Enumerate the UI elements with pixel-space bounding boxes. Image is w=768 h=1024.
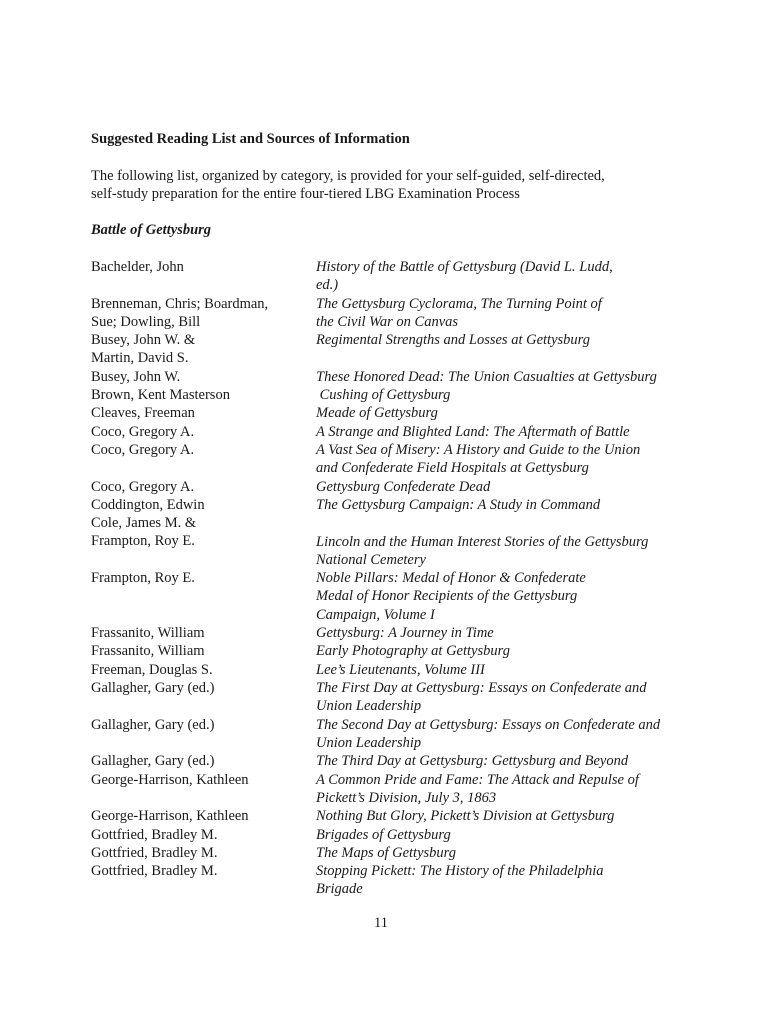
- title-line: Lincoln and the Human Interest Stories of the Gettysburg: [316, 534, 649, 550]
- entry-title: [316, 862, 696, 899]
- entry-title: [316, 368, 696, 386]
- entry-title: [316, 624, 696, 642]
- author-line: Gottfried, Bradley M.: [91, 827, 218, 843]
- title-line: Medal of Honor Recipients of the Gettysburg: [316, 588, 578, 605]
- title-line: Meade of Gettysburg: [316, 405, 438, 421]
- page-number: 11: [374, 915, 388, 931]
- author-line: Coco, Gregory A.: [91, 424, 195, 440]
- title-line: and Confederate Field Hospitals at Gettysburg: [316, 460, 589, 477]
- entry-author: [91, 826, 301, 844]
- author-line: Frassanito, William: [91, 625, 205, 641]
- entry-title: [316, 844, 696, 862]
- entry-title: [316, 679, 696, 716]
- title-line: Cushing of Gettysburg: [316, 387, 451, 403]
- entry-author: [91, 331, 301, 368]
- entry-title: [316, 752, 696, 770]
- entry-author: [91, 423, 301, 441]
- entry-author: [91, 752, 301, 770]
- author-line: Gallagher, Gary (ed.): [91, 717, 215, 733]
- entry-author: [91, 258, 301, 276]
- section-heading: Battle of Gettysburg: [91, 222, 212, 238]
- author-line: Brown, Kent Masterson: [91, 387, 230, 403]
- entry-author: [91, 862, 301, 880]
- title-line: National Cemetery: [316, 552, 426, 569]
- title-line: Early Photography at Gettysburg: [316, 643, 510, 659]
- entry-title: [316, 716, 696, 753]
- author-line: Sue; Dowling, Bill: [91, 314, 201, 331]
- entry-author: [91, 514, 301, 551]
- title-line: A Vast Sea of Misery: A History and Guide to the Union: [316, 442, 641, 458]
- author-line: Frampton, Roy E.: [91, 570, 195, 586]
- title-line: Union Leadership: [316, 698, 422, 715]
- title-line: ed.): [316, 277, 339, 294]
- title-line: The Third Day at Gettysburg: Gettysburg and Beyond: [316, 753, 629, 769]
- title-line: the Civil War on Canvas: [316, 314, 459, 331]
- author-line: Frassanito, William: [91, 643, 205, 659]
- entry-author: [91, 844, 301, 862]
- title-line: A Strange and Blighted Land: The Aftermath of Battle: [316, 424, 630, 440]
- author-line: Cleaves, Freeman: [91, 405, 195, 421]
- author-line: Coddington, Edwin: [91, 497, 205, 513]
- entry-title: [316, 258, 696, 295]
- title-line: History of the Battle of Gettysburg (David L. Ludd,: [316, 259, 613, 275]
- entry-title: [316, 642, 696, 660]
- author-line: Busey, John W. &: [91, 332, 196, 348]
- entry-author: [91, 386, 301, 404]
- entry-title: [316, 295, 696, 332]
- entry-author: [91, 642, 301, 660]
- author-line: Gallagher, Gary (ed.): [91, 753, 215, 769]
- intro-line: The following list, organized by category, is provided for your self-guided, self-directed,: [91, 168, 605, 184]
- entry-author: [91, 441, 301, 459]
- title-line: Noble Pillars: Medal of Honor & Confederate: [316, 570, 586, 586]
- author-line: Martin, David S.: [91, 350, 189, 367]
- entry-title: [316, 496, 696, 514]
- title-line: The First Day at Gettysburg: Essays on Confederate and: [316, 680, 647, 696]
- entry-author: [91, 716, 301, 734]
- title-line: Regimental Strengths and Losses at Gettysburg: [316, 332, 591, 348]
- entry-author: [91, 496, 301, 514]
- title-line: Stopping Pickett: The History of the Philadelphia: [316, 863, 604, 879]
- entry-author: [91, 295, 301, 332]
- title-line: Gettysburg: A Journey in Time: [316, 625, 494, 641]
- entry-title: [316, 386, 696, 404]
- entry-title: [316, 569, 696, 624]
- title-line: A Common Pride and Fame: The Attack and Repulse of: [316, 772, 639, 788]
- entry-title: [316, 423, 696, 441]
- entry-author: [91, 679, 301, 697]
- title-line: The Second Day at Gettysburg: Essays on Confederate and: [316, 717, 661, 733]
- author-line: Frampton, Roy E.: [91, 533, 195, 550]
- title-line: The Gettysburg Cyclorama, The Turning Point of: [316, 296, 602, 312]
- title-line: Campaign, Volume I: [316, 606, 435, 623]
- title-line: Gettysburg Confederate Dead: [316, 479, 491, 495]
- entry-author: [91, 569, 301, 587]
- author-line: Freeman, Douglas S.: [91, 662, 213, 678]
- title-line: Union Leadership: [316, 735, 422, 752]
- entry-title: [316, 533, 696, 570]
- author-line: Bachelder, John: [91, 259, 184, 275]
- author-line: George-Harrison, Kathleen: [91, 808, 249, 824]
- entry-title: [316, 404, 696, 422]
- author-line: Brenneman, Chris; Boardman,: [91, 296, 269, 312]
- title-line: Nothing But Glory, Pickett’s Division at Gettysburg: [316, 808, 615, 824]
- entry-title: [316, 331, 696, 349]
- title-line: These Honored Dead: The Union Casualties at Gettysburg: [316, 369, 657, 385]
- author-line: Gottfried, Bradley M.: [91, 863, 218, 879]
- title-line: Pickett’s Division, July 3, 1863: [316, 790, 497, 807]
- page-title: Suggested Reading List and Sources of Information: [91, 131, 410, 147]
- entry-author: [91, 624, 301, 642]
- entry-title: [316, 807, 696, 825]
- title-line: The Maps of Gettysburg: [316, 845, 457, 861]
- entry-author: [91, 661, 301, 679]
- author-line: George-Harrison, Kathleen: [91, 772, 249, 788]
- entry-title: [316, 771, 696, 808]
- entry-author: [91, 478, 301, 496]
- title-line: Brigade: [316, 881, 363, 898]
- entry-title: [316, 826, 696, 844]
- title-line: The Gettysburg Campaign: A Study in Command: [316, 497, 601, 513]
- entry-title: [316, 478, 696, 496]
- author-line: Coco, Gregory A.: [91, 479, 195, 495]
- author-line: Gottfried, Bradley M.: [91, 845, 218, 861]
- entry-author: [91, 368, 301, 386]
- entry-author: [91, 404, 301, 422]
- entry-title: [316, 441, 696, 478]
- author-line: Cole, James M. &: [91, 515, 197, 531]
- entry-title: [316, 661, 696, 679]
- intro-line: self-study preparation for the entire four-tiered LBG Examination Process: [91, 186, 520, 203]
- title-line: Brigades of Gettysburg: [316, 827, 451, 843]
- entry-author: [91, 807, 301, 825]
- title-line: Lee’s Lieutenants, Volume III: [316, 662, 485, 678]
- author-line: Gallagher, Gary (ed.): [91, 680, 215, 696]
- author-line: Coco, Gregory A.: [91, 442, 195, 458]
- author-line: Busey, John W.: [91, 369, 181, 385]
- entry-author: [91, 771, 301, 789]
